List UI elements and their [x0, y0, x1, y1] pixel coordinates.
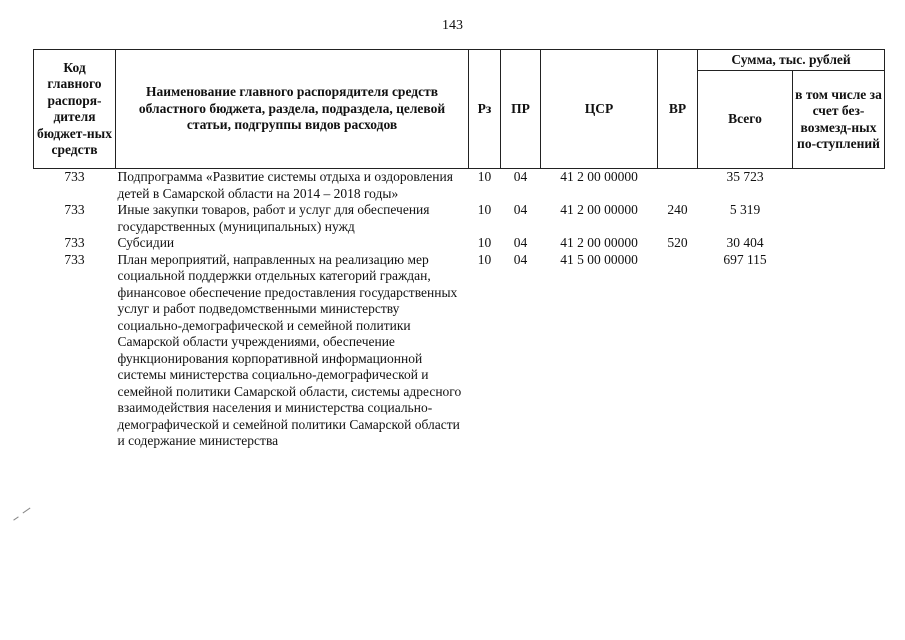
scan-mark: [23, 508, 31, 514]
cell-rz: 10: [477, 169, 492, 184]
table-row: [34, 252, 885, 450]
header-incl: в том числе за счет без-возмезд-ных по-ступлений: [793, 71, 885, 169]
cell-code: 733: [64, 235, 85, 250]
page-number: 143: [442, 18, 463, 33]
table-row: [34, 235, 885, 252]
cell-pr: 04: [513, 169, 528, 184]
header-rz: Рз: [469, 50, 501, 169]
cell-name: Иные закупки товаров, работ и услуг для обеспечения государственных (муниципальных) нужд: [117, 202, 430, 234]
cell-incl: [793, 252, 885, 450]
cell-name: План мероприятий, направленных на реализацию мер социальной поддержки отдельных категорий граждан, финансовое обеспечение предоставления государственных услуг и работ подведомственными министерству социально-демографической и семейной политики Самарской области учреждениями, обеспечение функционирования корпоративной информационной системы министерства социально-демографической и семейной политики Самарской области, системы адресного взаимодействия населения и министерства социально-демографической и семейной политики Самарской области и содержание министерства: [117, 251, 462, 448]
cell-total: 697 115: [723, 251, 767, 267]
cell-code: 733: [64, 169, 85, 184]
cell-csr: 41 2 00 00000: [560, 202, 638, 217]
cell-total: 30 404: [726, 235, 764, 250]
header-csr: ЦСР: [541, 50, 658, 169]
header-pr: ПР: [501, 50, 541, 169]
cell-csr: 41 2 00 00000: [560, 169, 638, 184]
cell-total: 5 319: [729, 202, 761, 217]
cell-code: 733: [64, 202, 85, 217]
cell-name: Субсидии: [117, 235, 175, 250]
cell-csr: 41 2 00 00000: [560, 235, 638, 250]
cell-csr: 41 5 00 00000: [560, 251, 638, 267]
table-row: [34, 169, 885, 203]
table-row: [34, 202, 885, 235]
cell-incl: [793, 235, 885, 252]
header-name: Наименование главного распорядителя средств областного бюджета, раздела, подраздела, целевой статьи, подгруппы видов расходов: [116, 50, 469, 169]
cell-rz: 10: [477, 235, 492, 250]
cell-name: Подпрограмма «Развитие системы отдыха и оздоровления детей в Самарской области на 2014 – 2018 годы»: [117, 169, 453, 201]
budget-table: [33, 49, 885, 450]
cell-incl: [793, 169, 885, 203]
cell-pr: 04: [513, 235, 528, 250]
cell-total: 35 723: [726, 169, 764, 184]
cell-pr: 04: [513, 202, 528, 217]
cell-pr: 04: [513, 251, 528, 267]
table-body: [34, 169, 885, 450]
header-code: Код главного распоря-дителя бюджет-ных средств: [34, 50, 116, 169]
cell-vr: 240: [667, 202, 688, 217]
cell-vr: [658, 169, 698, 203]
cell-code: 733: [64, 251, 85, 267]
cell-rz: 10: [477, 202, 492, 217]
scan-mark: [13, 516, 18, 520]
header-sum: Сумма, тыс. рублей: [698, 50, 885, 71]
cell-incl: [793, 202, 885, 235]
cell-vr: [658, 252, 698, 450]
header-total: Всего: [698, 71, 793, 169]
cell-vr: 520: [667, 235, 688, 250]
cell-rz: 10: [477, 251, 492, 267]
header-vr: ВР: [658, 50, 698, 169]
